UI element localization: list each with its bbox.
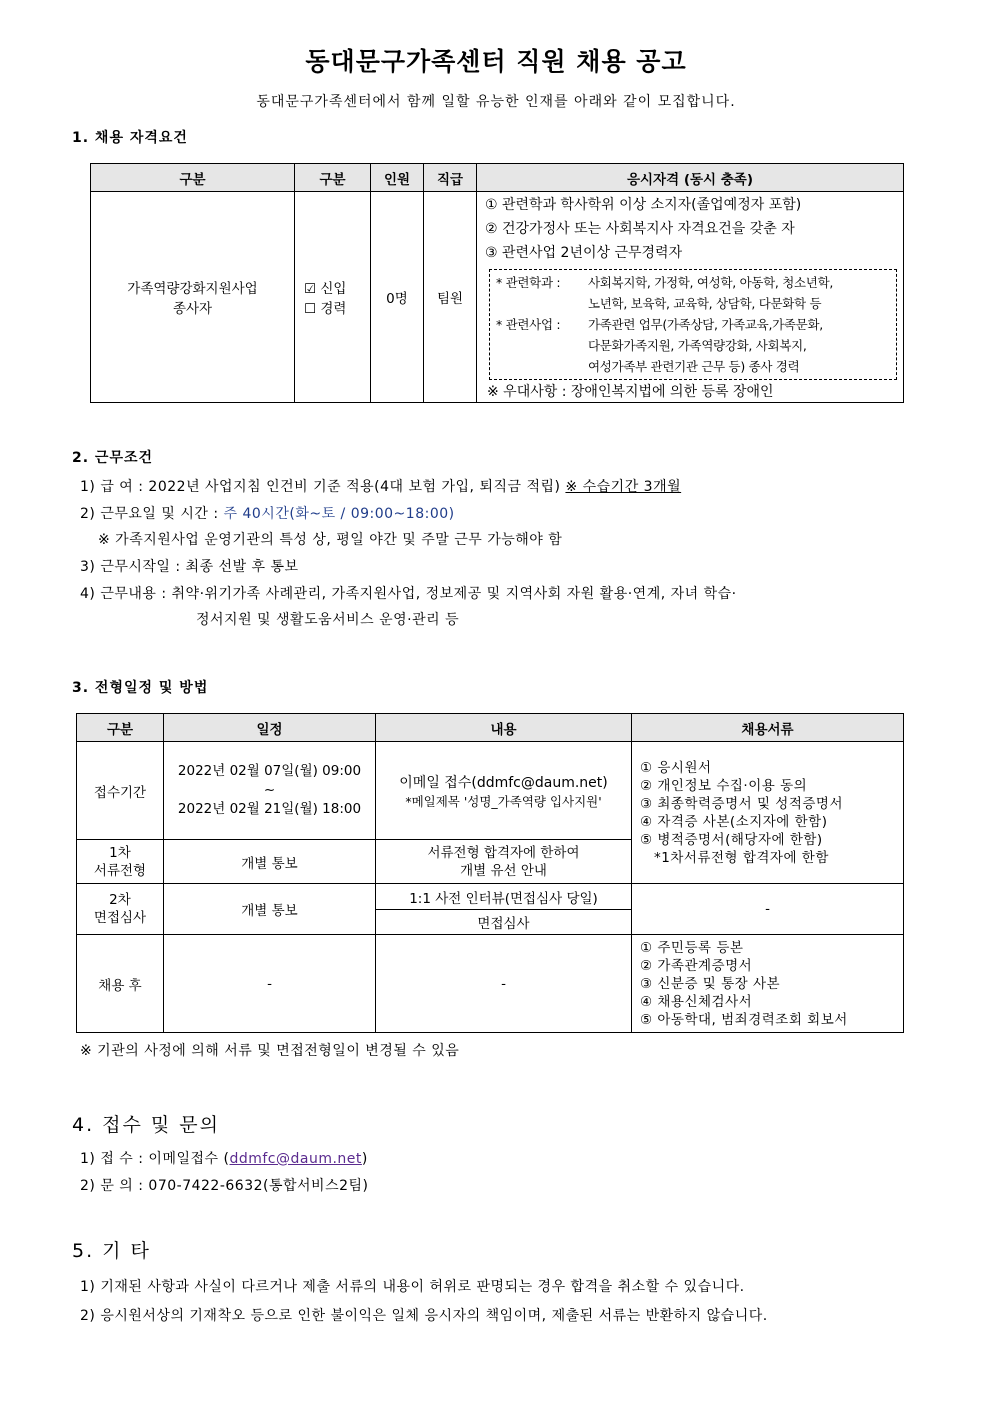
stage1-content-line: 개별 유선 안내: [460, 862, 547, 879]
qual-header-qualification: 응시자격 (동시 충족): [477, 164, 904, 192]
reception-start: 2022년 02월 07일(월) 09:00: [177, 763, 362, 779]
schedule-table: [76, 713, 904, 1033]
reception-tilde: ~: [263, 782, 276, 798]
contact-email-link[interactable]: ddmfc@daum.net: [229, 1151, 362, 1167]
schedule-header-documents: 채용서류: [632, 714, 904, 742]
stage2-label-line: 2차: [109, 892, 131, 908]
qual-header-count: 인원: [371, 164, 424, 192]
qual-category-cell: [91, 192, 295, 403]
qual-detail-cell: [477, 192, 904, 403]
qual-item: ③ 관련사업 2년이상 근무경력자: [485, 245, 683, 261]
related-biz-value: 여성가족부 관련기관 근무 등) 종사 경력: [588, 359, 800, 374]
qual-count-cell: 0명: [371, 192, 424, 403]
qualification-table: [90, 163, 904, 403]
stage2-label: [77, 884, 164, 935]
probation-note: ※ 수습기간 3개월: [565, 479, 682, 495]
document-item: ① 응시원서: [640, 759, 712, 776]
salary-line: [80, 476, 681, 496]
etc-line-1: 1) 기재된 사항과 사실이 다르거나 제출 서류의 내용이 허위로 판명되는 경우 합격을 취소할 수 있습니다.: [80, 1279, 745, 1295]
schedule-header-content: 내용: [376, 714, 632, 742]
stage1-date: 개별 통보: [164, 840, 376, 884]
section-1-heading: 1. 채용 자격요건: [72, 130, 188, 146]
contact-email-label: 1) 접 수 : 이메일접수 (: [80, 1151, 230, 1167]
salary-text: 1) 급 여 : 2022년 사업지침 인건비 기준 적용(4대 보험 가입, 퇴직금 적립): [80, 479, 566, 495]
related-dept-value: 노년학, 보육학, 교육학, 상담학, 다문화학 등: [588, 296, 822, 311]
document-item: ③ 최종학력증명서 및 성적증명서: [640, 795, 844, 812]
contact-email-line: [80, 1148, 368, 1168]
qual-item: ① 관련학과 학사학위 이상 소지자(졸업예정자 포함): [485, 197, 802, 213]
section-5-heading: 5. 기 타: [72, 1240, 151, 1262]
document-item: ② 가족관계증명서: [640, 957, 753, 974]
reception-email: 이메일 접수(ddmfc@daum.net): [399, 774, 608, 791]
reception-subject: *메일제목 '성명_가족역량 입사지원': [405, 793, 602, 809]
reception-end: 2022년 02월 21일(월) 18:00: [177, 801, 362, 817]
preference-note: ※ 우대사항 : 장애인복지법에 의한 등록 장애인: [487, 384, 774, 400]
section-4-heading: 4. 접수 및 문의: [72, 1114, 221, 1136]
qual-rank-cell: 팀원: [424, 192, 477, 403]
work-hours-note: ※ 가족지원사업 운영기관의 특성 상, 평일 야간 및 주말 근무 가능해야 함: [98, 532, 563, 548]
section-3-heading: 3. 전형일정 및 방법: [72, 680, 209, 696]
qual-header-category: 구분: [91, 164, 295, 192]
contact-email-end: ): [361, 1151, 368, 1167]
qual-item: ② 건강가정사 또는 사회복지사 자격요건을 갖춘 자: [485, 221, 795, 237]
after-hire-content: -: [376, 935, 632, 1033]
document-item: ⑤ 아동학대, 범죄경력조회 회보서: [640, 1011, 848, 1028]
stage2-date: 개별 통보: [164, 884, 376, 935]
required-documents: [632, 742, 904, 884]
qual-type-cell: [295, 192, 371, 403]
schedule-header-date: 일정: [164, 714, 376, 742]
page-title: 동대문구가족센터 직원 채용 공고: [305, 47, 687, 76]
document-note: *1차서류전형 합격자에 한함: [654, 849, 829, 866]
related-dept-key: * 관련학과 :: [496, 275, 561, 290]
stage2-interview: 1:1 사전 인터뷰(면접심사 당일): [376, 884, 632, 910]
after-hire-date: -: [164, 935, 376, 1033]
page-subtitle: 동대문구가족센터에서 함께 일할 유능한 인재를 아래와 같이 모집합니다.: [256, 94, 736, 110]
qual-category-line2: 종사자: [172, 301, 213, 317]
etc-line-2: 2) 응시원서상의 기재착오 등으로 인한 불이익은 일체 응시자의 책임이며, 제출된 서류는 반환하지 않습니다.: [80, 1308, 768, 1324]
after-hire-label: 채용 후: [77, 935, 164, 1033]
related-biz-value: 가족관련 업무(가족상담, 가족교육,가족문화,: [588, 317, 823, 332]
qual-header-type: 구분: [295, 164, 371, 192]
duty-line: 4) 근무내용 : 취약·위기가족 사례관리, 가족지원사업, 정보제공 및 지역사회 자원 활용·연계, 자녀 학습·: [80, 586, 737, 602]
schedule-header-category: 구분: [77, 714, 164, 742]
document-item: ④ 자격증 사본(소지자에 한함): [640, 813, 828, 830]
related-fields-box: [489, 269, 897, 380]
after-hire-documents: [632, 935, 904, 1033]
stage1-label: [77, 840, 164, 884]
contact-phone-line: 2) 문 의 : 070-7422-6632(통합서비스2팀): [80, 1178, 369, 1194]
qual-header-rank: 직급: [424, 164, 477, 192]
stage1-label-line: 서류전형: [93, 862, 147, 879]
document-item: ③ 신분증 및 통장 사본: [640, 975, 781, 992]
reception-label: 접수기간: [77, 742, 164, 840]
work-hours-line: [80, 503, 455, 523]
stage2-label-line: 면접심사: [93, 910, 147, 926]
related-biz-key: * 관련사업 :: [496, 317, 561, 332]
stage1-label-line: 1차: [109, 844, 131, 861]
qual-category-line1: 가족역량강화지원사업: [127, 281, 258, 297]
type-new-checkbox: ☑ 신입: [304, 281, 347, 297]
document-item: ⑤ 병적증명서(해당자에 한함): [640, 831, 823, 848]
reception-content: [376, 742, 632, 840]
start-date-line: 3) 근무시작일 : 최종 선발 후 통보: [80, 559, 299, 575]
schedule-note: ※ 기관의 사정에 의해 서류 및 면접전형일이 변경될 수 있음: [80, 1043, 460, 1059]
stage2-content: 면접심사: [376, 910, 632, 935]
document-item: ② 개인정보 수집·이용 동의: [640, 777, 808, 794]
document-item: ① 주민등록 등본: [640, 939, 744, 956]
work-hours-value: 주 40시간(화~토 / 09:00~18:00): [223, 506, 455, 522]
related-biz-value: 다문화가족지원, 가족역량강화, 사회복지,: [588, 338, 807, 353]
stage2-documents: -: [632, 884, 904, 935]
duty-line-cont: 정서지원 및 생활도움서비스 운영·관리 등: [196, 612, 460, 628]
section-2-heading: 2. 근무조건: [72, 450, 154, 466]
reception-date: [164, 742, 376, 840]
stage1-content-line: 서류전형 합격자에 한하여: [427, 844, 580, 861]
stage1-content: [376, 840, 632, 884]
type-career-checkbox: ☐ 경력: [304, 301, 347, 317]
document-item: ④ 채용신체검사서: [640, 993, 753, 1010]
work-hours-label: 2) 근무요일 및 시간 :: [80, 506, 224, 522]
related-dept-value: 사회복지학, 가정학, 여성학, 아동학, 청소년학,: [588, 275, 834, 290]
